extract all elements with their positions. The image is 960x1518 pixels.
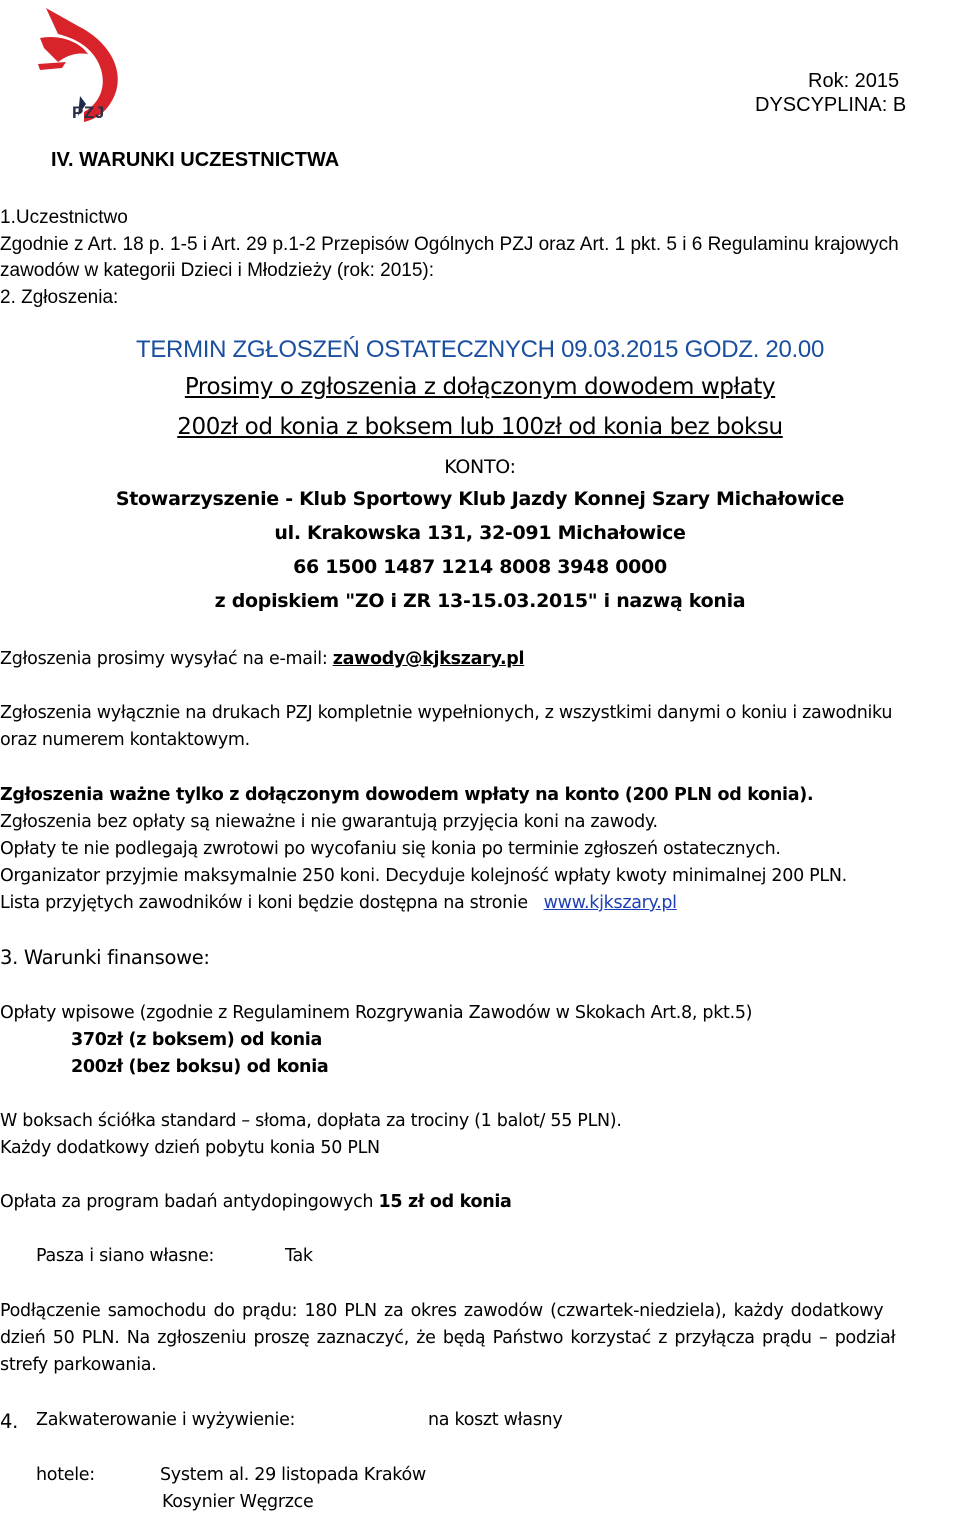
accommodation-number: 4.: [0, 1410, 19, 1433]
participation-line2: zawodów w kategorii Dzieci i Młodzieży (rok: 2015):: [0, 260, 434, 281]
forms-line1: Zgłoszenia wyłącznie na drukach PZJ kompletnie wypełnionych, z wszystkimi danymi o koniu i zawodniku: [0, 703, 893, 723]
bedding-line: W boksach ściółka standard – słoma, dopłata za trociny (1 balot/ 55 PLN).: [0, 1111, 622, 1131]
forms-line2: oraz numerem kontaktowym.: [0, 730, 250, 750]
accommodation-heading: Zakwaterowanie i wyżywienie:: [36, 1410, 296, 1430]
pzj-logo: [36, 4, 136, 132]
rules-valid: Zgłoszenia ważne tylko z dołączonym dowodem wpłaty na konto (200 PLN od konia).: [0, 785, 814, 805]
header-discipline: DYSCYPLINA: B: [755, 94, 907, 116]
doping-amount: 15 zł od konia: [378, 1192, 512, 1212]
account-label: KONTO:: [444, 456, 516, 478]
deadline-text: TERMIN ZGŁOSZEŃ OSTATECZNYCH 09.03.2015 GODZ. 20.00: [135, 336, 824, 363]
power-line3: strefy parkowania.: [0, 1355, 157, 1375]
website-link[interactable]: www.kjkszary.pl: [543, 893, 677, 913]
hotel-2: Kosynier Węgrzce: [162, 1492, 314, 1512]
power-line1: Podłączenie samochodu do prądu: 180 PLN za okres zawodów (czwartek-niedziela), każdy dodatkowy: [0, 1301, 884, 1321]
header-year: Rok: 2015: [808, 70, 900, 92]
logo-text: PZJ: [72, 103, 105, 122]
fee-with-box: 370zł (z boksem) od konia: [71, 1030, 322, 1050]
email-line: [0, 649, 524, 669]
email-link[interactable]: zawody@kjkszary.pl: [332, 649, 525, 669]
rules-refund: Opłaty te nie podlegają zwrotowi po wycofaniu się konia po terminie zgłoszeń ostatecznych.: [0, 839, 781, 859]
account-note: z dopiskiem "ZO i ZR 13-15.03.2015" i nazwą konia: [214, 590, 746, 612]
power-line2: dzień 50 PLN. Na zgłoszeniu proszę zaznaczyć, że będą Państwo korzystać z przyłącza prądu – podział: [0, 1328, 896, 1348]
accommodation-value: na koszt własny: [428, 1410, 563, 1430]
applications-heading: 2. Zgłoszenia:: [0, 287, 119, 308]
doping-prefix: Opłata za program badań antydopingowych: [0, 1192, 379, 1212]
account-address: ul. Krakowska 131, 32-091 Michałowice: [274, 522, 686, 544]
payment-request-line1: Prosimy o zgłoszenia z dołączonym dowodem wpłaty: [184, 374, 776, 400]
account-number: 66 1500 1487 1214 8008 3948 0000: [293, 556, 667, 578]
doping-line: [0, 1192, 512, 1212]
participation-line1: Zgodnie z Art. 18 p. 1-5 i Art. 29 p.1-2 Przepisów Ogólnych PZJ oraz Art. 1 pkt. 5 i 6 Regulaminu krajowych: [0, 234, 899, 255]
feed-label: Pasza i siano własne:: [36, 1246, 215, 1266]
rules-limit: Organizator przyjmie maksymalnie 250 koni. Decyduje kolejność wpłaty kwoty minimalnej 200 PLN.: [0, 866, 847, 886]
feed-value: Tak: [285, 1246, 313, 1266]
fees-intro: Opłaty wpisowe (zgodnie z Regulaminem Rozgrywania Zawodów w Skokach Art.8, pkt.5): [0, 1003, 753, 1023]
finance-heading: 3. Warunki finansowe:: [0, 946, 210, 969]
rules-invalid: Zgłoszenia bez opłaty są nieważne i nie gwarantują przyjęcia koni na zawody.: [0, 812, 658, 832]
extra-day-line: Każdy dodatkowy dzień pobytu konia 50 PLN: [0, 1138, 380, 1158]
account-holder: Stowarzyszenie - Klub Sportowy Klub Jazdy Konnej Szary Michałowice: [115, 488, 845, 510]
hotels-label: hotele:: [36, 1465, 95, 1485]
participation-heading: 1.Uczestnictwo: [0, 207, 128, 228]
email-prefix: Zgłoszenia prosimy wysyłać na e-mail:: [0, 649, 333, 669]
section-title: IV. WARUNKI UCZESTNICTWA: [51, 149, 340, 171]
hotel-1: System al. 29 listopada Kraków: [160, 1465, 426, 1485]
rules-list: [0, 893, 677, 913]
rules-list-prefix: Lista przyjętych zawodników i koni będzie dostępna na stronie: [0, 893, 544, 913]
fee-without-box: 200zł (bez boksu) od konia: [71, 1057, 329, 1077]
payment-request-line2: 200zł od konia z boksem lub 100zł od konia bez boksu: [177, 414, 783, 440]
